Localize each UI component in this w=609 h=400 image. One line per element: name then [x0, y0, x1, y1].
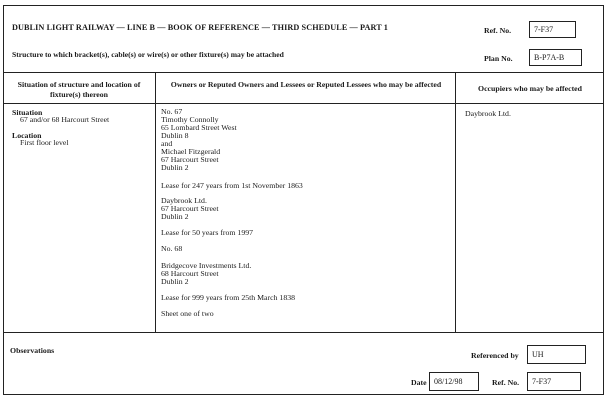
owner-line: Bridgecove Investments Ltd. [161, 261, 252, 270]
column-header-divider [3, 103, 604, 104]
footer-ref-no-field[interactable]: 7-F37 [527, 372, 581, 391]
lease-line: Lease for 50 years from 1997 [161, 228, 254, 237]
owner-line: 67 Harcourt Street [161, 155, 219, 164]
ref-no-label: Ref. No. [484, 26, 512, 35]
date-field[interactable]: 08/12/98 [429, 372, 479, 391]
location-label: Location [12, 131, 42, 140]
date-label: Date [411, 378, 427, 387]
header-divider [3, 72, 604, 73]
referenced-by-label: Referenced by [471, 351, 519, 360]
column-divider-2 [455, 72, 456, 332]
owner-line: Dublin 8 [161, 131, 189, 140]
occupier-name: Daybrook Ltd. [465, 109, 511, 118]
owner-line: No. 67 [161, 107, 183, 116]
owner-line: No. 68 [161, 244, 183, 253]
referenced-by-field[interactable]: UH [527, 345, 586, 364]
column-header-owners: Owners or Reputed Owners and Lessees or Reputed Lessees who may be affected [170, 80, 442, 89]
owner-line: and [161, 139, 173, 148]
owner-line: Michael Fitzgerald [161, 147, 221, 156]
owner-line: Dublin 2 [161, 163, 189, 172]
ref-no-field[interactable]: 7-F37 [529, 21, 576, 38]
sheet-note: Sheet one of two [161, 309, 214, 318]
owner-line: Daybrook Ltd. [161, 196, 207, 205]
footer-ref-no-label: Ref. No. [492, 378, 520, 387]
owner-line: Timothy Connolly [161, 115, 219, 124]
owner-line: Dublin 2 [161, 212, 189, 221]
column-divider-1 [155, 72, 156, 332]
footer-divider [3, 332, 604, 333]
owner-line: 67 Harcourt Street [161, 204, 219, 213]
observations-label: Observations [10, 346, 55, 355]
plan-no-field[interactable]: B-P7A-B [529, 49, 582, 66]
situation-label: Situation [12, 108, 43, 117]
lease-line: Lease for 999 years from 25th March 1838 [161, 293, 296, 302]
situation-value: 67 and/or 68 Harcourt Street [20, 115, 110, 124]
lease-line: Lease for 247 years from 1st November 1863 [161, 181, 303, 190]
owner-line: 68 Harcourt Street [161, 269, 219, 278]
plan-no-label: Plan No. [484, 54, 513, 63]
form-frame [3, 5, 604, 395]
location-value: First floor level [20, 138, 69, 147]
column-header-occupiers: Occupiers who may be affected [478, 84, 582, 93]
owner-line: 65 Lombard Street West [161, 123, 237, 132]
form-subtitle: Structure to which bracket(s), cable(s) or wire(s) or other fixture(s) may be attached [12, 50, 284, 59]
form-title: DUBLIN LIGHT RAILWAY — LINE B — BOOK OF REFERENCE — THIRD SCHEDULE — PART 1 [12, 23, 388, 32]
owner-line: Dublin 2 [161, 277, 189, 286]
column-header-situation: Situation of structure and location of fixture(s) thereon [17, 80, 141, 99]
